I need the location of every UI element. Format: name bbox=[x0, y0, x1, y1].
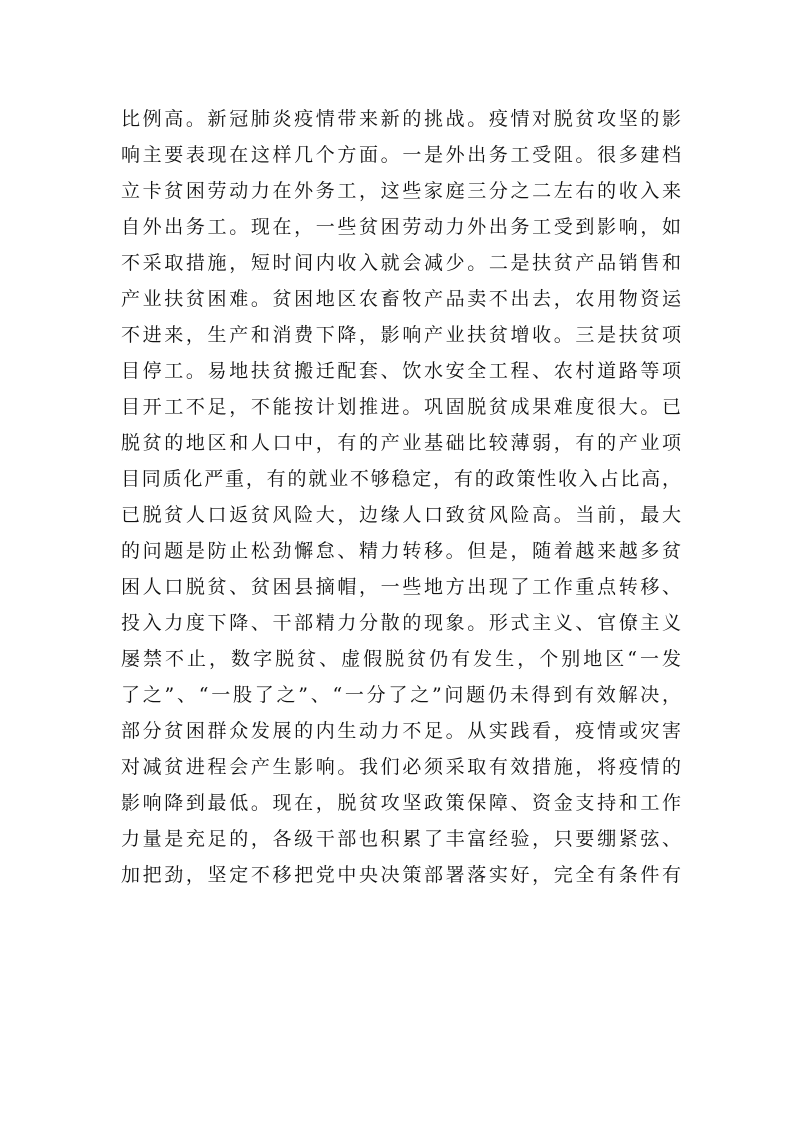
text-line: 对减贫进程会产生影响。我们必须采取有效措施，将疫情的 bbox=[121, 756, 681, 778]
text-line: 目开工不足，不能按计划推进。巩固脱贫成果难度很大。已 bbox=[121, 396, 681, 418]
text-line: 立卡贫困劳动力在外务工，这些家庭三分之二左右的收入来 bbox=[121, 180, 681, 202]
text-line: 目同质化严重，有的就业不够稳定，有的政策性收入占比高， bbox=[121, 468, 681, 490]
text-line: 投入力度下降、干部精力分散的现象。形式主义、官僚主义 bbox=[121, 612, 681, 634]
text-line: 的问题是防止松劲懈怠、精力转移。但是，随着越来越多贫 bbox=[121, 540, 681, 562]
text-line: 不采取措施，短时间内收入就会减少。二是扶贫产品销售和 bbox=[121, 252, 681, 274]
text-line: 影响降到最低。现在，脱贫攻坚政策保障、资金支持和工作 bbox=[121, 792, 681, 814]
text-line: 困人口脱贫、贫困县摘帽，一些地方出现了工作重点转移、 bbox=[121, 576, 681, 598]
text-line: 目停工。易地扶贫搬迁配套、饮水安全工程、农村道路等项 bbox=[121, 360, 681, 382]
text-line: 自外出务工。现在，一些贫困劳动力外出务工受到影响，如 bbox=[121, 216, 681, 238]
text-line: 不进来，生产和消费下降，影响产业扶贫增收。三是扶贫项 bbox=[121, 324, 681, 346]
text-line: 已脱贫人口返贫风险大，边缘人口致贫风险高。当前，最大 bbox=[121, 504, 681, 526]
text-line: 加把劲，坚定不移把党中央决策部署落实好，完全有条件有 bbox=[121, 864, 681, 886]
text-line: 了之”、“一股了之”、“一分了之”问题仍未得到有效解决， bbox=[121, 684, 681, 706]
text-line: 产业扶贫困难。贫困地区农畜牧产品卖不出去，农用物资运 bbox=[121, 288, 681, 310]
text-line: 屡禁不止，数字脱贫、虚假脱贫仍有发生，个别地区“一发 bbox=[121, 648, 681, 670]
text-line: 响主要表现在这样几个方面。一是外出务工受阻。很多建档 bbox=[121, 144, 681, 166]
text-line: 比例高。新冠肺炎疫情带来新的挑战。疫情对脱贫攻坚的影 bbox=[121, 108, 681, 130]
body-text bbox=[121, 101, 681, 893]
text-line: 部分贫困群众发展的内生动力不足。从实践看，疫情或灾害 bbox=[121, 720, 681, 742]
text-line: 力量是充足的，各级干部也积累了丰富经验，只要绷紧弦、 bbox=[121, 828, 681, 850]
text-line: 脱贫的地区和人口中，有的产业基础比较薄弱，有的产业项 bbox=[121, 432, 681, 454]
